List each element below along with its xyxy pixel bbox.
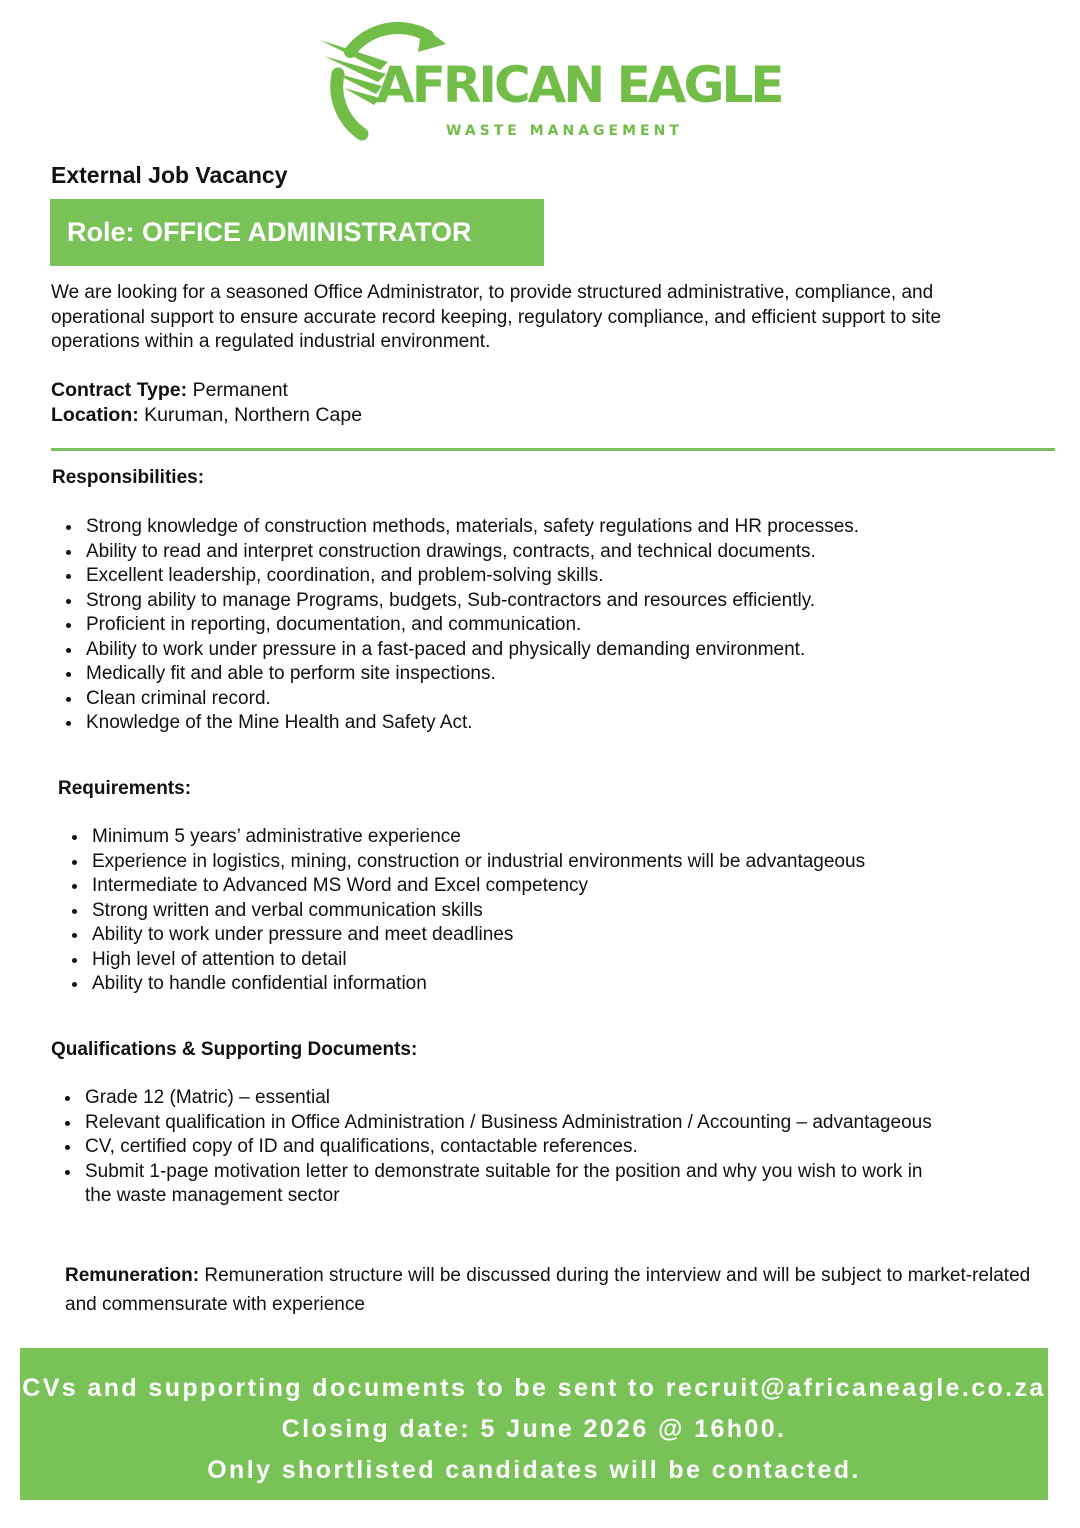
logo-wordmark: AFRICAN EAGLE	[376, 56, 782, 114]
list-item: Ability to read and interpret construction drawings, contracts, and technical documents.	[52, 540, 1032, 565]
list-item: Knowledge of the Mine Health and Safety Act.	[52, 711, 1032, 736]
list-item: High level of attention to detail	[58, 948, 1038, 973]
submission-instruction: CVs and supporting documents to be sent to recruit@africaneagle.co.za	[22, 1374, 1046, 1402]
intro-paragraph: We are looking for a seasoned Office Administrator, to provide structured administrative, compliance, and operational support to ensure accurate record keeping, regulatory compliance, and efficient support to site operations within a regulated industrial environment.	[51, 282, 942, 352]
list-item: Strong ability to manage Programs, budgets, Sub-contractors and resources efficiently.	[52, 589, 1032, 614]
list-item: Excellent leadership, coordination, and problem-solving skills.	[52, 564, 1032, 589]
remuneration-text: Remuneration structure will be discussed during the interview and will be subject to market-related and commensurate with experience	[65, 1265, 1031, 1315]
list-item: Strong knowledge of construction methods, materials, safety regulations and HR processes.	[52, 515, 1032, 540]
qualifications-list	[51, 1086, 951, 1209]
list-item: Clean criminal record.	[52, 687, 1032, 712]
location-label: Location:	[51, 403, 139, 426]
contract-type-row	[51, 378, 362, 403]
application-banner	[20, 1348, 1048, 1500]
list-item: Strong written and verbal communication skills	[58, 899, 1038, 924]
contract-type-label: Contract Type:	[51, 379, 188, 401]
remuneration-label: Remuneration:	[65, 1265, 200, 1286]
list-item: CV, certified copy of ID and qualifications, contactable references.	[51, 1135, 951, 1160]
company-logo	[310, 22, 780, 147]
list-item: Ability to handle confidential information	[58, 972, 1038, 997]
requirements-list	[58, 825, 1038, 997]
list-item: Relevant qualification in Office Administration / Business Administration / Accounting – advantageous	[51, 1111, 951, 1136]
location-row	[51, 403, 362, 428]
list-item: Intermediate to Advanced MS Word and Excel competency	[58, 874, 1038, 899]
list-item: Submit 1-page motivation letter to demonstrate suitable for the position and why you wish to work in the waste management sector	[51, 1160, 951, 1209]
list-item: Grade 12 (Matric) – essential	[51, 1086, 951, 1111]
list-item: Proficient in reporting, documentation, and communication.	[52, 613, 1032, 638]
responsibilities-list	[52, 515, 1032, 736]
location-value: Kuruman, Northern Cape	[144, 403, 363, 426]
vacancy-label: External Job Vacancy	[51, 162, 288, 188]
requirements-heading: Requirements:	[58, 778, 192, 799]
list-item: Medically fit and able to perform site inspections.	[52, 662, 1032, 687]
section-divider	[51, 448, 1055, 451]
qualifications-heading: Qualifications & Supporting Documents:	[51, 1039, 418, 1060]
list-item: Ability to work under pressure in a fast-paced and physically demanding environment.	[52, 638, 1032, 663]
job-details	[51, 378, 362, 427]
list-item: Minimum 5 years’ administrative experience	[58, 825, 1038, 850]
closing-date: Closing date: 5 June 2026 @ 16h00.	[281, 1415, 787, 1443]
shortlist-notice: Only shortlisted candidates will be contacted.	[207, 1456, 861, 1484]
remuneration-paragraph	[65, 1262, 1040, 1319]
list-item: Experience in logistics, mining, construction or industrial environments will be advantageous	[58, 850, 1038, 875]
logo-tagline: WASTE MANAGEMENT	[446, 123, 683, 139]
role-title: Role: OFFICE ADMINISTRATOR	[50, 199, 544, 266]
list-item: Ability to work under pressure and meet deadlines	[58, 923, 1038, 948]
responsibilities-heading: Responsibilities:	[52, 467, 205, 488]
contract-type-value: Permanent	[192, 379, 288, 401]
